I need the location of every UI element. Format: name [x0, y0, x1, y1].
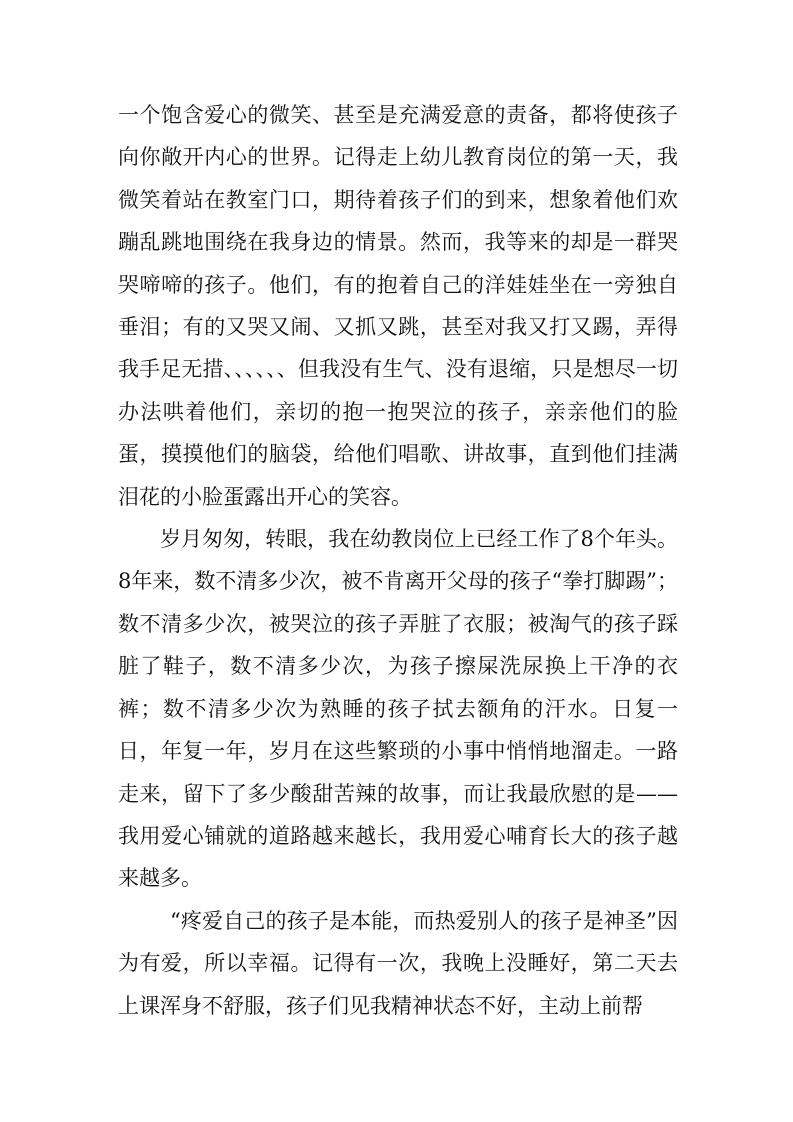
- paragraph-1: 一个饱含爱心的微笑、甚至是充满爱意的责备，都将使孩子向你敞开内心的世界。记得走上幼儿教育岗位的第一天，我微笑着站在教室门口，期待着孩子们的到来，想象着他们欢蹦乱跳地围绕在我身边的情景。然而，我等来的却是一群哭哭啼啼的孩子。他们，有的抱着自己的洋娃娃坐在一旁独自垂泪；有的又哭又闹、又抓又跳，甚至对我又打又踢，弄得我手足无措、、、、、、但我没有生气、没有退缩，只是想尽一切办法哄着他们，亲切的抱一抱哭泣的孩子，亲亲他们的脸蛋，摸摸他们的脑袋，给他们唱歌、讲故事，直到他们挂满泪花的小脸蛋露出开心的笑容。: [118, 103, 678, 509]
- document-body: [118, 94, 678, 1027]
- paragraph-2: 岁月匆匆，转眼，我在幼教岗位上已经工作了8个年头。8年来，数不清多少次，被不肯离开父母的孩子“拳打脚踢”；数不清多少次，被哭泣的孩子弄脏了衣服；被淘气的孩子踩脏了鞋子，数不清多少次，为孩子擦屎洗尿换上干净的衣裤；数不清多少次为熟睡的孩子拭去额角的汗水。日复一日，年复一年，岁月在这些繁琐的小事中悄悄地溜走。一路走来，留下了多少酸甜苦辣的故事，而让我最欣慰的是——我用爱心铺就的道路越来越长，我用爱心哺育长大的孩子越来越多。: [118, 527, 678, 891]
- paragraph-3: “疼爱自己的孩子是本能，而热爱别人的孩子是神圣”因为有爱，所以幸福。记得有一次，我晚上没睡好，第二天去上课浑身不舒服，孩子们见我精神状态不好，主动上前帮: [118, 908, 678, 1018]
